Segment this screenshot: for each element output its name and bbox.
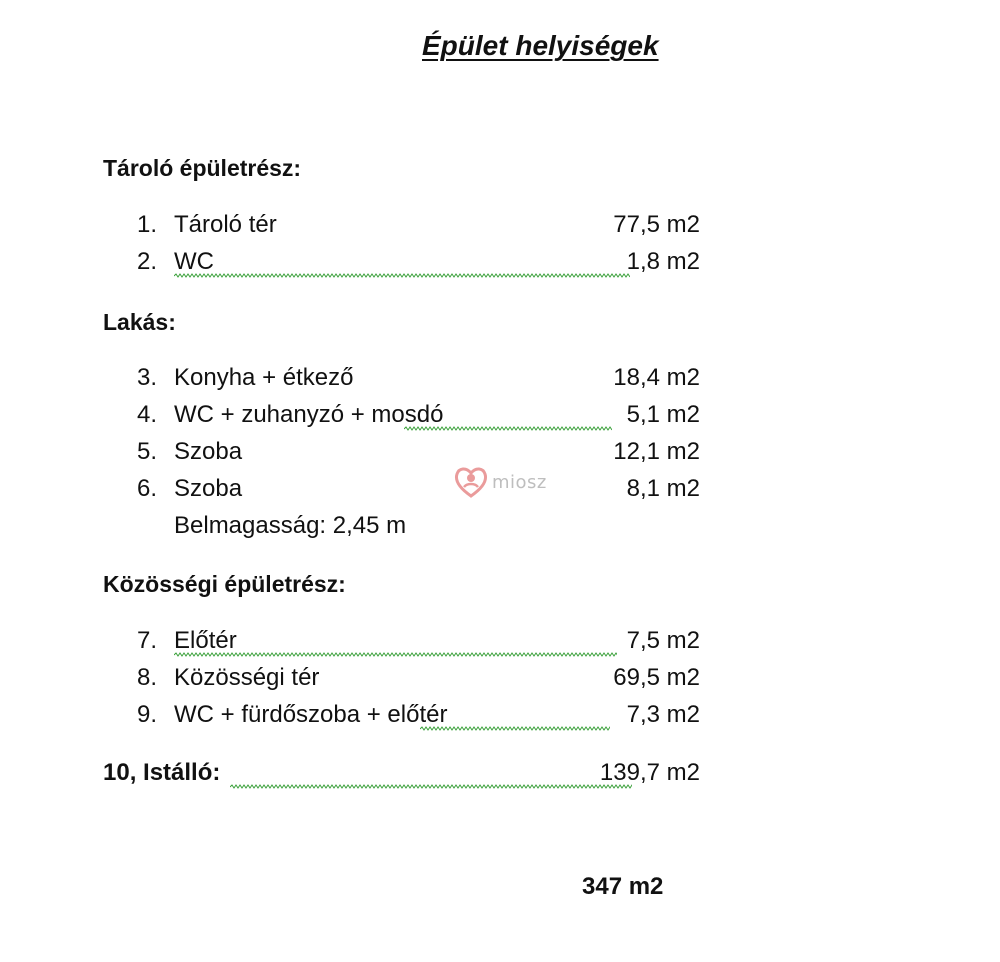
page-title: Épület helyiségek (422, 30, 659, 61)
room-number: 9. (137, 701, 158, 728)
stable-label: 10, Istálló: (103, 759, 221, 786)
room-area: 12,1 m2 (613, 438, 700, 465)
room-name: Tároló tér (174, 211, 277, 238)
section-heading-apartment: Lakás: (103, 309, 176, 335)
room-area: 7,5 m2 (626, 627, 700, 654)
section-heading-community: Közösségi épületrész: (103, 571, 346, 597)
room-area: 18,4 m2 (613, 364, 700, 391)
spellcheck-underline (420, 726, 610, 731)
room-name: Szoba (174, 438, 243, 465)
room-row (137, 211, 700, 241)
spellcheck-underline (230, 784, 632, 789)
room-area: 77,5 m2 (613, 211, 700, 238)
room-name: Konyha + étkező (174, 364, 354, 391)
room-number: 4. (137, 401, 158, 428)
room-row (137, 364, 700, 394)
room-area: 69,5 m2 (613, 664, 700, 691)
room-number: 8. (137, 664, 158, 691)
room-name: Közösségi tér (174, 664, 320, 691)
heart-logo-icon (452, 463, 490, 501)
room-row (137, 664, 700, 694)
room-name: WC (174, 248, 214, 275)
room-row (137, 475, 700, 505)
room-name: Előtér (174, 627, 237, 654)
room-number: 2. (137, 248, 158, 275)
room-row (137, 701, 700, 731)
room-area: 5,1 m2 (626, 401, 700, 428)
total-area: 347 m2 (582, 873, 664, 900)
room-area: 7,3 m2 (626, 701, 700, 728)
room-number: 7. (137, 627, 158, 654)
stable-area: 139,7 m2 (599, 759, 700, 786)
room-number: 6. (137, 475, 158, 502)
watermark-logo (452, 463, 548, 501)
section-heading-storage: Tároló épületrész: (103, 155, 302, 181)
room-number: 5. (137, 438, 158, 465)
watermark-text: miosz (492, 472, 547, 493)
room-name: Szoba (174, 475, 243, 502)
room-number: 1. (137, 211, 158, 238)
spellcheck-underline (174, 273, 630, 278)
spellcheck-underline (404, 426, 612, 431)
room-name: WC + zuhanyzó + mosdó (174, 401, 444, 428)
spellcheck-underline (174, 652, 617, 657)
ceiling-height-note: Belmagasság: 2,45 m (174, 512, 407, 539)
room-area: 1,8 m2 (626, 248, 700, 275)
room-name: WC + fürdőszoba + előtér (174, 701, 448, 728)
room-number: 3. (137, 364, 158, 391)
room-area: 8,1 m2 (626, 475, 700, 502)
room-row (137, 438, 700, 468)
